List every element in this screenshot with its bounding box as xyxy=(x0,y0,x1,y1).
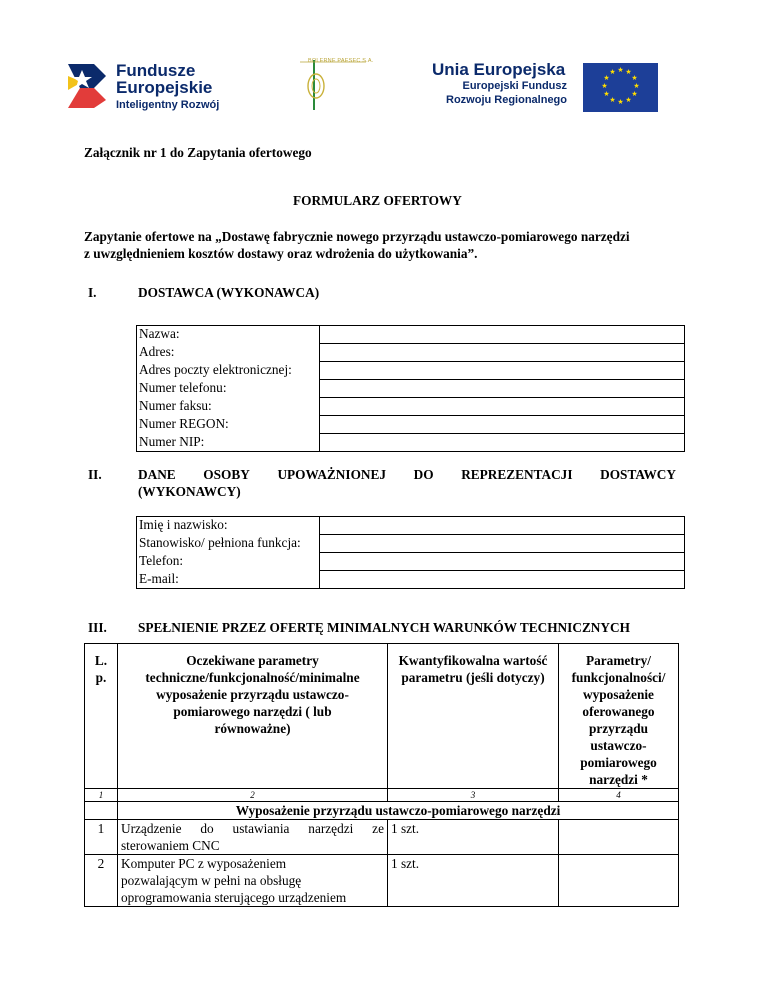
header-lp xyxy=(85,644,118,789)
supplier-input-nip[interactable] xyxy=(320,434,685,452)
section2-title-word: DO xyxy=(413,467,434,482)
fundusze-europejskie-emblem-icon xyxy=(66,60,110,108)
section2-title-word: UPOWAŻNIONEJ xyxy=(277,467,387,482)
rep-label-email: E-mail: xyxy=(137,571,320,589)
supplier-label-regon: Numer REGON: xyxy=(137,416,320,434)
row-description-line: oprogramowania sterującego urządzeniem xyxy=(121,890,347,905)
row-offered-input[interactable] xyxy=(559,820,679,855)
row-value: 1 szt. xyxy=(388,820,559,855)
column-number: 4 xyxy=(559,789,679,802)
company-logo xyxy=(294,52,374,114)
row-description-line: sterowaniem CNC xyxy=(121,838,220,853)
header-lp-line: L. xyxy=(94,653,108,668)
logo-fundusze-europejskie xyxy=(66,56,246,112)
row-value: 1 szt. xyxy=(388,855,559,907)
intro-line1: Zapytanie ofertowe na „Dostawę fabrycznie nowego przyrządu ustawczo-pomiarowego narzędzi xyxy=(84,229,630,244)
header-quantifiable-value xyxy=(388,644,559,789)
row-lp: 2 xyxy=(85,855,118,907)
header-line: wyposażenie xyxy=(583,687,654,702)
rep-label-name: Imię i nazwisko: xyxy=(137,517,320,535)
section2-title-word: DOSTAWCY xyxy=(600,467,676,482)
supplier-input-regon[interactable] xyxy=(320,416,685,434)
header-line: Parametry/ xyxy=(586,653,651,668)
column-number: 3 xyxy=(388,789,559,802)
fe-line2: Europejskie xyxy=(116,78,213,97)
row-offered-input[interactable] xyxy=(559,855,679,907)
row-description xyxy=(118,820,388,855)
header-line: równoważne) xyxy=(214,721,291,736)
rep-input-position[interactable] xyxy=(320,535,685,553)
tech-header-row xyxy=(85,644,679,789)
group-title-row xyxy=(85,802,679,820)
section3-number: III. xyxy=(88,620,107,635)
supplier-input-phone[interactable] xyxy=(320,380,685,398)
supplier-label-phone: Numer telefonu: xyxy=(137,380,320,398)
header-line: techniczne/funkcjonalność/minimalne xyxy=(145,670,360,685)
svg-text:★: ★ xyxy=(617,98,624,106)
attachment-label: Załącznik nr 1 do Zapytania ofertowego xyxy=(84,145,312,160)
technical-requirements-table xyxy=(84,643,679,907)
header-line: funkcjonalności/ xyxy=(571,670,666,685)
section3-title: SPEŁNIENIE PRZEZ OFERTĘ MINIMALNYCH WARUNKÓW TECHNICZNYCH xyxy=(138,620,630,635)
header-line: narzędzi * xyxy=(589,772,648,787)
supplier-input-fax[interactable] xyxy=(320,398,685,416)
header-line: parametru (jeśli dotyczy) xyxy=(401,670,545,685)
supplier-label-fax: Numer faksu: xyxy=(137,398,320,416)
rep-input-phone[interactable] xyxy=(320,553,685,571)
logo-unia-europejska xyxy=(432,60,662,112)
ue-line1: Unia Europejska xyxy=(432,60,566,79)
ue-line2: Europejski Fundusz xyxy=(462,80,567,92)
rep-input-email[interactable] xyxy=(320,571,685,589)
header-offered-params xyxy=(559,644,679,789)
section2-title-line2: (WYKONAWCY) xyxy=(138,484,241,499)
header-lp-line: p. xyxy=(95,670,107,685)
svg-text:★: ★ xyxy=(633,82,640,90)
company-logo-caption: BOLERNE PAESEC S.A. xyxy=(308,58,374,64)
section2-title-word: DANE xyxy=(138,467,176,482)
rep-label-position: Stanowisko/ pełniona funkcja: xyxy=(137,535,320,553)
fe-line3: Inteligentny Rozwój xyxy=(116,99,220,111)
svg-text:★: ★ xyxy=(631,90,638,98)
header-line: pomiarowego narzędzi ( lub xyxy=(173,704,332,719)
row-description xyxy=(118,855,388,907)
header-line: przyrządu xyxy=(588,721,649,736)
eu-flag-icon xyxy=(583,63,658,112)
svg-text:★: ★ xyxy=(603,74,610,82)
section2-title-word: REPREZENTACJI xyxy=(461,467,573,482)
header-line: pomiarowego xyxy=(580,755,657,770)
svg-text:★: ★ xyxy=(625,68,632,76)
svg-text:★: ★ xyxy=(617,66,624,74)
group-title: Wyposażenie przyrządu ustawczo-pomiarowego narzędzi xyxy=(118,802,679,820)
row-lp: 1 xyxy=(85,820,118,855)
supplier-input-address[interactable] xyxy=(320,344,685,362)
table-row xyxy=(85,855,679,907)
representative-table xyxy=(136,516,685,589)
supplier-label-nip: Numer NIP: xyxy=(137,434,320,452)
table-row xyxy=(85,820,679,855)
column-number-row xyxy=(85,789,679,802)
supplier-table xyxy=(136,325,685,452)
header-line: wyposażenie przyrządu ustawczo- xyxy=(156,687,349,702)
fe-text xyxy=(116,62,219,112)
header-line: Kwantyfikowalna wartość xyxy=(398,653,548,668)
group-title-blank xyxy=(85,802,118,820)
svg-text:★: ★ xyxy=(603,90,610,98)
header-line: Oczekiwane parametry xyxy=(186,653,319,668)
section1-number: I. xyxy=(88,285,97,300)
company-emblem-icon xyxy=(294,52,368,114)
section2-title-word: OSOBY xyxy=(203,467,250,482)
form-title: FORMULARZ OFERTOWY xyxy=(293,193,462,208)
row-description-line: pozwalającym w pełni na obsługę xyxy=(121,873,302,888)
intro-line2: z uwzględnieniem kosztów dostawy oraz wdrożenia do użytkowania”. xyxy=(84,246,478,261)
rep-label-phone: Telefon: xyxy=(137,553,320,571)
section2-title-line1 xyxy=(138,467,676,483)
header-line: oferowanego xyxy=(582,704,655,719)
ue-text xyxy=(432,60,567,107)
row-description-line: Komputer PC z wyposażeniem xyxy=(121,856,287,871)
section2-number: II. xyxy=(88,467,102,482)
header-expected-params xyxy=(118,644,388,789)
header-line: ustawczo- xyxy=(590,738,647,753)
supplier-input-name[interactable] xyxy=(320,326,685,344)
ue-line3: Rozwoju Regionalnego xyxy=(446,94,567,106)
supplier-label-email: Adres poczty elektronicznej: xyxy=(137,362,320,380)
section1-title: DOSTAWCA (WYKONAWCA) xyxy=(138,285,320,300)
column-number: 1 xyxy=(85,789,118,802)
fe-line1: Fundusze xyxy=(116,61,196,80)
supplier-label-name: Nazwa: xyxy=(137,326,320,344)
svg-text:★: ★ xyxy=(625,96,632,104)
supplier-label-address: Adres: xyxy=(137,344,320,362)
rep-input-name[interactable] xyxy=(320,517,685,535)
column-number: 2 xyxy=(118,789,388,802)
svg-text:★: ★ xyxy=(631,74,638,82)
svg-text:★: ★ xyxy=(609,68,616,76)
row-description-line: Urządzenie do ustawiania narzędzi ze xyxy=(121,821,384,836)
svg-text:★: ★ xyxy=(609,96,616,104)
svg-text:★: ★ xyxy=(601,82,608,90)
supplier-input-email[interactable] xyxy=(320,362,685,380)
